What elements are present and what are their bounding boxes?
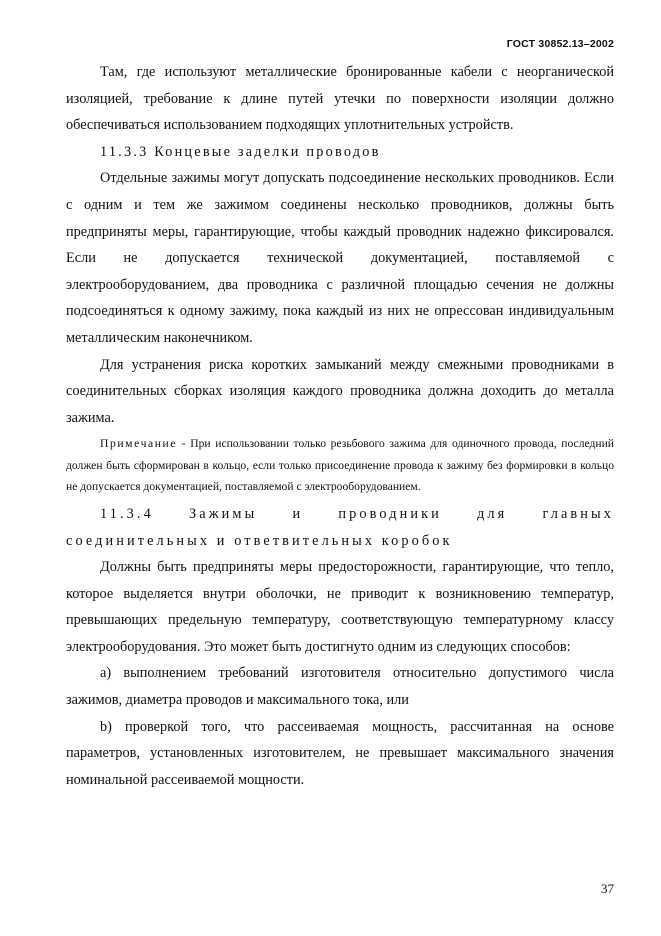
page-number: 37	[601, 881, 614, 896]
note-text: - При использовании только резьбового зажима для одиночного провода, последний должен быть сформирован в кольцо, если только присоединение провода к зажиму без формировки в кольцо не допускается документацией, поставляемой с электрооборудованием.	[66, 437, 614, 493]
list-item-b: b) проверкой того, что рассеиваемая мощность, рассчитанная на основе параметров, установленных изготовителем, не превышает максимального значения номинальной рассеиваемой мощности.	[66, 718, 614, 788]
paragraph-heat-precautions: Должны быть предприняты меры предосторожности, гарантирующие, что тепло, которое выделяется внутри оболочки, не приводит к возникновению температур, превышающих предельную температуру, соответствующую температурному классу электрооборудования. Это может быть достигнуто одним из следующих способов:	[66, 559, 614, 655]
section-heading-11-3-4	[66, 501, 614, 554]
section-title: Концевые заделки проводов	[154, 143, 381, 160]
section-title: Зажимы и проводники для главных соединительных и ответвительных коробок	[66, 505, 614, 549]
note-label: Примечание	[100, 437, 178, 451]
document-standard-id: ГОСТ 30852.13–2002	[506, 38, 614, 50]
paragraph-terminal-connections: Отдельные зажимы могут допускать подсоединение нескольких проводников. Если с одним и тем же зажимом соединены несколько проводников, должны быть предприняты меры, гарантирующие, чтобы каждый проводник надежно фиксировался. Если не допускается технической документацией, поставляемой с электрооборудованием, два проводника с различной площадью сечения не должны подсоединяться к одному зажиму, пока каждый из них не опрессован индивидуальным металлическим наконечником.	[66, 170, 614, 346]
section-number: 11.3.3	[100, 143, 149, 160]
note-block	[66, 433, 614, 497]
paragraph-short-circuit-risk: Для устранения риска коротких замыканий между смежными проводниками в соединительных сборках изоляция каждого проводника должна доходить до металла зажима.	[66, 356, 614, 426]
list-item-a: a) выполнением требований изготовителя относительно допустимого числа зажимов, диаметра проводов и максимального тока, или	[66, 665, 614, 709]
section-number: 11.3.4	[100, 505, 154, 522]
document-body	[66, 59, 614, 793]
paragraph-cable-insulation: Там, где используют металлические бронированные кабели с неорганической изоляцией, требование к длине путей утечки по поверхности изоляции должно обеспечиваться использованием подходящих уплотнительных устройств.	[66, 64, 614, 134]
section-heading-11-3-3	[66, 139, 614, 166]
